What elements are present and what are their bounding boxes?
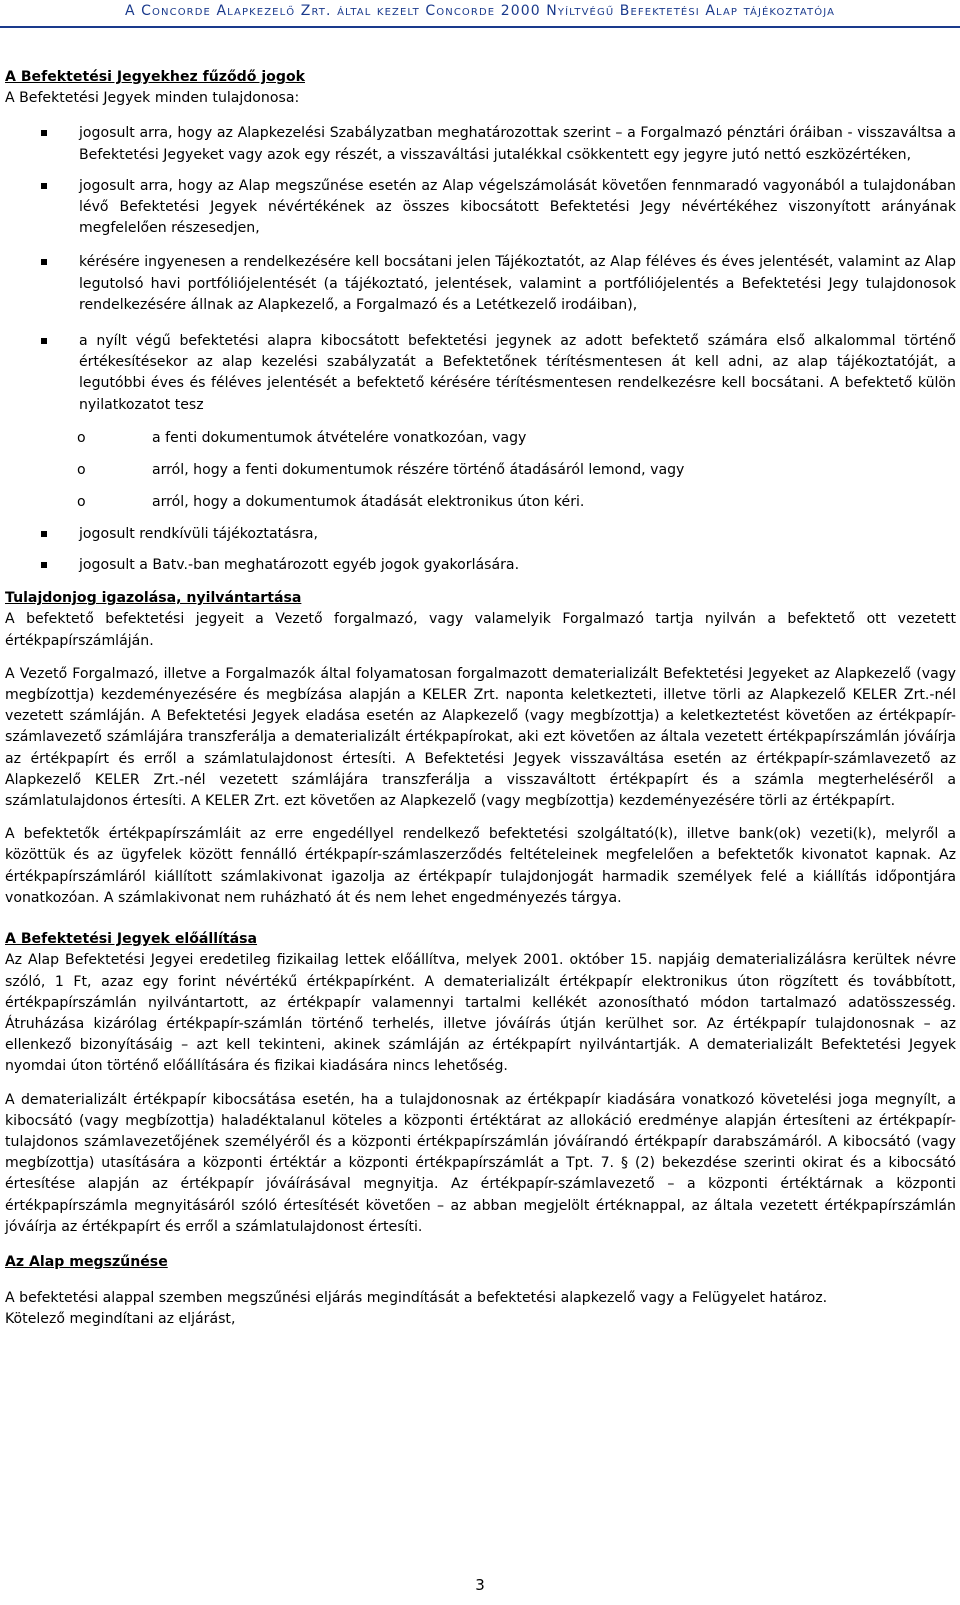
sub-list-item [5, 492, 956, 513]
square-bullet-icon [41, 130, 47, 136]
paragraph: A befektetők értékpapírszámláit az erre engedéllyel rendelkező befektetési szolgáltató(k), illetve bank(ok) vezeti(k), melyről a közöttük és az ügyfelek között fennálló értékpapír-számlaszerződés feltételeinek megfelelően a befektetők kivonatot kapnak. Az értékpapírszámláról kiállított számlakivonat igazolja az értékpapír tulajdonjogát harmadik személyek felé a kiállítás időpontjára vonatkozóan. A számlakivonat nem ruházható át és nem lehet engedményezés tárgya. [5, 826, 956, 906]
section-title-rights: A Befektetési Jegyekhez fűződő jogok [5, 69, 305, 85]
section-title-production: A Befektetési Jegyek előállítása [5, 931, 258, 948]
circle-bullet-icon: o [77, 461, 86, 478]
square-bullet-icon [41, 562, 47, 568]
list-item-text: a nyílt végű befektetési alapra kibocsátott befektetési jegynek az adott befektető számára első alkalommal történő értékesítésekor az alap kezelési szabályzatát a Befektetőnek térítésmentesen át kell adni, az alap tájékoztatóját, a legutóbbi éves és féléves jelentését a befektető kérésére térítésmentesen rendelkezésre kell bocsátani. A befektető külön nyilatkozatot tesz [79, 333, 956, 413]
list-item [5, 555, 956, 576]
document-header: A Concorde Alapkezelő Zrt. által kezelt Concorde 2000 Nyíltvégű Befektetési Alap tájékoztatója [124, 3, 836, 19]
list-item [5, 123, 956, 165]
paragraph: Az Alap Befektetési Jegyei eredetileg fizikailag lettek előállítva, melyek 2001. október 15. napjáig dematerializálásra kerültek névre szóló, 1 Ft, azaz egy forint névértékű értékpapírként. A dematerializált értékpapír elektronikus úton rögzített és továbbított, értékpapírszámlán nyilvántartott, az értékpapír valamennyi tartalmi kellékét azonosítható módon tartalmazó adatösszesség. Átruházása kizárólag értékpapír-számlán történő terhelés, illetve jóváírás útján kerülhet sor. Az értékpapír tulajdonosnak – az ellenkező bizonyításáig – azt kell tekinteni, akinek számláján az értékpapírt nyilvántartják. A dematerializált Befektetési Jegyek nyomdai úton történő előállítására és fizikai kiadására nincs lehetőség. [5, 952, 956, 1075]
section-title-termination: Az Alap megszűnése [5, 1253, 168, 1270]
list-item-text: jogosult arra, hogy az Alap megszűnése esetén az Alap végelszámolását követően fennmaradó vagyonából a tulajdonában lévő Befektetési Jegyek névértékének az összes kibocsátott Befektetési Jegy névértékéhez viszonyított arányának megfelelően részesedjen, [79, 177, 956, 237]
section-intro: A Befektetési Jegyek minden tulajdonosa: [5, 90, 300, 107]
circle-bullet-icon: o [77, 493, 86, 510]
list-item [5, 524, 956, 545]
list-item [5, 331, 956, 416]
page-number: 3 [475, 1576, 485, 1594]
sub-list-item-text: a fenti dokumentumok átvételére vonatkozóan, vagy [152, 429, 527, 446]
paragraph: A befektető befektetési jegyeit a Vezető forgalmazó, vagy valamelyik Forgalmazó tartja nyilván a befektető ott vezetett értékpapírszámláján. [5, 611, 956, 649]
paragraph: A dematerializált értékpapír kibocsátása esetén, ha a tulajdonosnak az értékpapír kiadására vonatkozó követelési joga megnyílt, a kibocsátó (vagy megbízottja) haladéktalanul köteles a központi értéktárat az allokáció eredménye alapján értesíteni az értékpapír-tulajdonos számlavezetőjének személyéről és a központi értékpapírszámlán jóváírandó értékpapír darabszámáról. A kibocsátó (vagy megbízottja) utasítására a központi értéktár a központi értékpapírszámlát a Tpt. 7. § (2) bekezdése szerinti okirat és a kibocsátó értesítése alapján az értékpapír jóváírásával megnyitja. Az értékpapír-számlavezető – a központi értéktárnak a központi értékpapírszámla megnyitásáról szóló értesítését követően – az abban megjelölt értéknappal, az általa vezetett értékpapírszámlán jóváírja az értékpapírt és erről a számlatulajdonost értesíti. [5, 1091, 956, 1235]
list-item-text: jogosult a Batv.-ban meghatározott egyéb jogok gyakorlására. [79, 557, 520, 574]
paragraph: A Vezető Forgalmazó, illetve a Forgalmazók által folyamatosan forgalmazott dematerializált Befektetési Jegyeket az Alapkezelő (vagy megbízottja) kezdeményezésére és megbízása alapján a KELER Zrt. naponta keletkezteti, illetve törli az Alapkezelő KELER Zrt.-nél vezetett számláján. A Befektetési Jegyek eladása esetén az Alapkezelő (vagy megbízottja) a keletkeztetést követően az értékpapír-számlavezető számlájára transzferálja a dematerializált értékpapírokat, aki ezt követően az általa vezetett értékpapírszámlán jóváírja az értékpapírt és erről a számlatulajdonost értesíti. A Befektetési Jegyek visszaváltása esetén az értékpapír-számlavezető az Alapkezelő KELER Zrt.-nél vezetett számlájára transzferálja a visszaváltott értékpapírt és a számla megterheléséről a számlatulajdonos értesíti. A KELER Zrt. ezt követően az Alapkezelő (vagy megbízottja) kezdeményezésére törli az értékpapírt. [5, 665, 956, 810]
list-item-text: kérésére ingyenesen a rendelkezésére kell bocsátani jelen Tájékoztatót, az Alap féléves és éves jelentését, valamint az Alap legutolsó havi portfóliójelentését (a tájékoztató, jelentések, valamint a portfóliójelentés a Befektetési Jegy tulajdonosok rendelkezésére állnak az Alapkezelő, a Forgalmazó és a Letétkezelő irodáiban), [79, 254, 956, 313]
circle-bullet-icon: o [77, 429, 86, 446]
header-divider [0, 26, 960, 28]
sub-list-item [5, 460, 956, 481]
sub-list-item [5, 428, 956, 449]
rights-bullet-list [5, 123, 956, 415]
document-option-list [5, 428, 956, 513]
square-bullet-icon [41, 259, 47, 265]
square-bullet-icon [41, 183, 47, 189]
list-item-text: jogosult arra, hogy az Alapkezelési Szabályzatban meghatározottak szerint – a Forgalmazó pénztári óráiban - visszaváltsa a Befektetési Jegyeket vagy azok egy részét, a visszaváltási jutalékkal csökkentett egy jegyre jutó nettó eszközértéken, [79, 125, 956, 163]
document-body [5, 67, 956, 1331]
list-item [5, 252, 956, 316]
square-bullet-icon [41, 338, 47, 344]
paragraph: A befektetési alappal szemben megszűnési eljárás megindítását a befektetési alapkezelő vagy a Felügyelet határoz. [5, 1290, 828, 1307]
section-title-ownership: Tulajdonjog igazolása, nyilvántartása [5, 590, 302, 607]
sub-list-item-text: arról, hogy a dokumentumok átadását elektronikus úton kéri. [152, 493, 585, 510]
list-item [5, 176, 956, 240]
list-item-text: jogosult rendkívüli tájékoztatásra, [79, 525, 319, 542]
square-bullet-icon [41, 531, 47, 537]
sub-list-item-text: arról, hogy a fenti dokumentumok részére történő átadásáról lemond, vagy [152, 461, 685, 478]
paragraph: Kötelező megindítani az eljárást, [5, 1311, 236, 1328]
rights-bullet-list-continued [5, 524, 956, 576]
